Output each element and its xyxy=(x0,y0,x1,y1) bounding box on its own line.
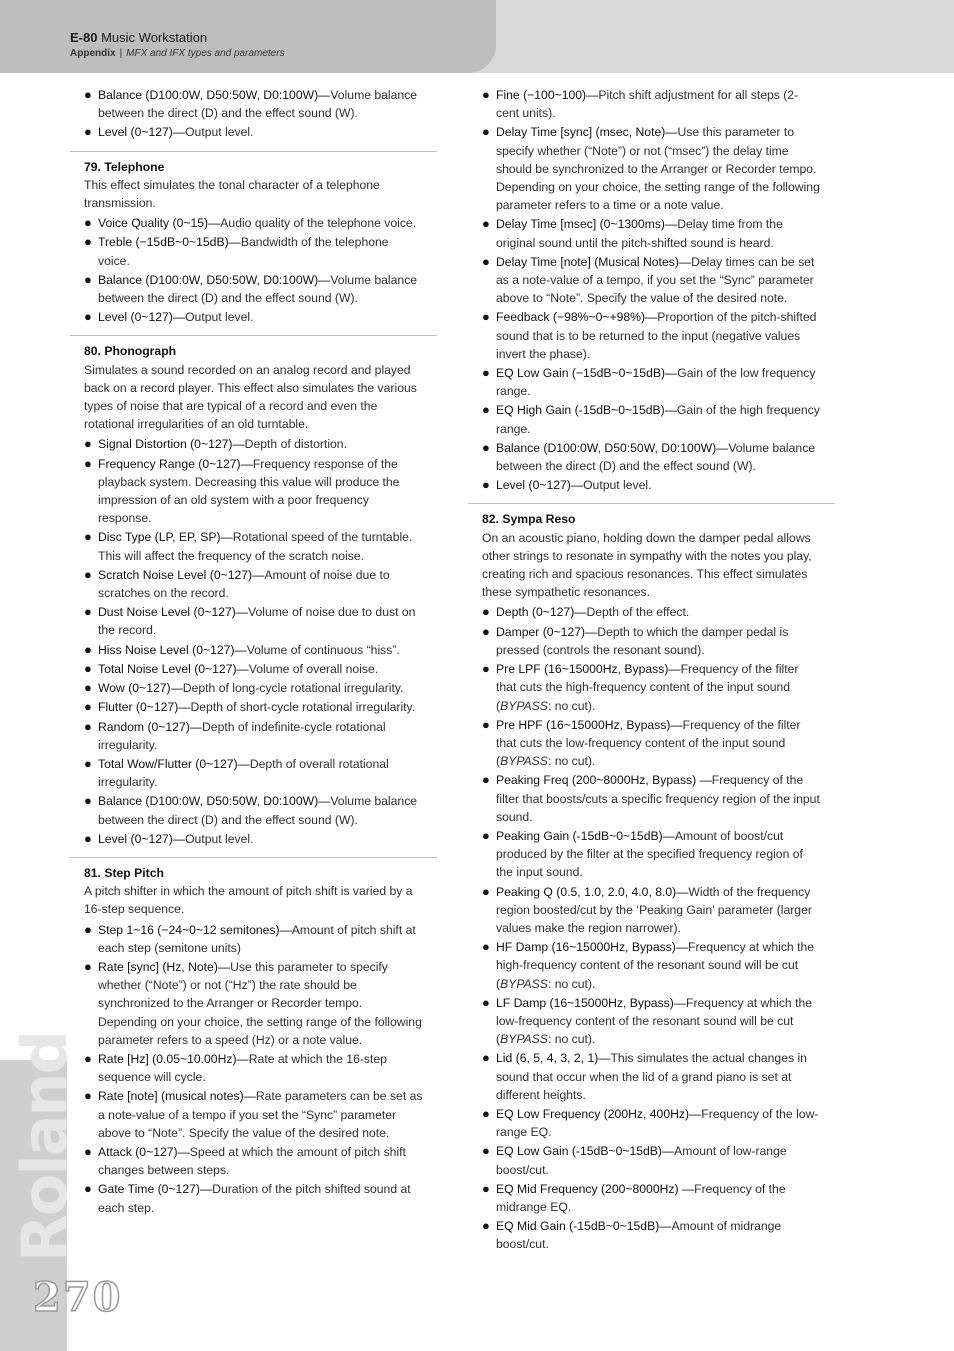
bullet-icon: ● xyxy=(482,623,490,639)
bullet-icon: ● xyxy=(482,216,490,232)
bullet-icon: ● xyxy=(84,755,92,771)
list-item: ● Signal Distortion (0~127)—Depth of distortion. xyxy=(84,435,423,453)
list-item: ● Balance (D100:0W, D50:50W, D0:100W)—Volume balance between the direct (D) and the effect sound (W). xyxy=(84,271,418,306)
bullet-icon: ● xyxy=(84,680,92,696)
list-item: ● Total Wow/Flutter (0~127)—Depth of overall rotational irregularity. xyxy=(84,755,389,790)
list-item: ● Total Noise Level (0~127)—Volume of overall noise. xyxy=(84,660,423,678)
list-item: ● Hiss Noise Level (0~127)—Volume of continuous “hiss”. xyxy=(84,641,423,659)
bullet-icon: ● xyxy=(84,604,92,620)
left-column xyxy=(84,86,423,1218)
section-divider xyxy=(70,151,437,152)
section-divider xyxy=(70,857,437,858)
bullet-icon: ● xyxy=(84,529,92,545)
bullet-icon: ● xyxy=(84,271,92,287)
list-item: ● Wow (0~127)—Depth of long-cycle rotational irregularity. xyxy=(84,679,423,697)
bullet-icon: ● xyxy=(84,641,92,657)
bullet-icon: ● xyxy=(482,87,490,102)
header-model: E-80 xyxy=(70,30,98,45)
section-title-79: 79. Telephone xyxy=(84,159,165,174)
bullet-icon: ● xyxy=(482,439,490,455)
list-item: ● Fine (−100~100)—Pitch shift adjustment for all steps (2-cent units). xyxy=(482,87,799,121)
list-item: ● Rate [sync] (Hz, Note)—Use this parameter to specify whether (“Note”) or not (“Hz”) the rate should be synchronized to the Arranger or Recorder tempo. Depending on your choice, the setting range of the following parameter refers to a speed (Hz) or a note value. xyxy=(84,958,422,1047)
list-item: ● Level (0~127)—Output level. xyxy=(84,830,423,848)
list-item: ● HF Damp (16~15000Hz, Bypass)—Frequency at which the high-frequency content of the resonant sound will be cut (BYPASS: no cut). xyxy=(482,939,815,991)
header-product: Music Workstation xyxy=(101,30,208,45)
page-number: 270 xyxy=(33,1274,123,1321)
section-desc-80: Simulates a sound recorded on an analog record and played back on a record player. This effect also simulates the various types of noise that are typical of a record and even the rotational irregularities of an old turntable. xyxy=(84,362,417,432)
list-item: ● Delay Time [msec] (0~1300ms)—Delay time from the original sound until the pitch-shifted sound is heard. xyxy=(482,216,783,250)
bullet-icon: ● xyxy=(482,1105,490,1121)
bullet-icon: ● xyxy=(482,939,490,955)
list-item: ● Depth (0~127)—Depth of the effect. xyxy=(482,603,821,621)
bullet-icon: ● xyxy=(482,827,490,843)
bullet-icon: ● xyxy=(482,1050,490,1066)
list-item: ● Level (0~127)—Output level. xyxy=(84,123,423,141)
list-item: ● EQ Mid Frequency (200~8000Hz) —Frequency of the midrange EQ. xyxy=(482,1180,786,1214)
bullet-icon: ● xyxy=(482,604,490,620)
list-item: ● Pre LPF (16~15000Hz, Bypass)—Frequency of the filter that cuts the high-frequency content of the input sound (BYPASS: no cut). xyxy=(482,661,799,713)
bullet-icon: ● xyxy=(84,699,92,715)
section-divider xyxy=(70,335,437,336)
list-item: ● Peaking Freq (200~8000Hz, Bypass) —Frequency of the filter that boosts/cuts a specific frequency region of the input sound. xyxy=(482,772,820,824)
list-item: ● EQ Mid Gain (-15dB~0~15dB)—Amount of midrange boost/cut. xyxy=(482,1218,782,1252)
bullet-icon: ● xyxy=(84,455,92,471)
list-item: ● Treble (−15dB~0~15dB)—Bandwidth of the telephone voice. xyxy=(84,234,389,268)
header-section: Appendix xyxy=(70,48,116,59)
bullet-icon: ● xyxy=(482,477,490,493)
list-item: ● Step 1~16 (−24~0~12 semitones)—Amount of pitch shift at each step (semitone units) xyxy=(84,921,416,955)
bullet-icon: ● xyxy=(84,215,92,231)
list-item: ● EQ Low Gain (−15dB~0~15dB)—Gain of the low frequency range. xyxy=(482,365,816,399)
list-item: ● Random (0~127)—Depth of indefinite-cycle rotational irregularity. xyxy=(84,718,386,752)
list-item: ● Balance (D100:0W, D50:50W, D0:100W)—Volume balance between the direct (D) and the effect sound (W). xyxy=(84,793,418,827)
list-item: ● Delay Time [note] (Musical Notes)—Delay times can be set as a note-value of a tempo, if you set the “Sync” parameter above to “Note”. Specify the value of the desired note. xyxy=(482,253,815,306)
bullet-icon: ● xyxy=(482,1180,490,1196)
bullet-icon: ● xyxy=(84,1088,92,1104)
bullet-icon: ● xyxy=(84,1050,92,1066)
list-item: ● Peaking Gain (-15dB~0~15dB)—Amount of boost/cut produced by the filter at the specified frequency region of the input sound. xyxy=(482,827,803,880)
brand-logo: Roland xyxy=(8,1032,81,1262)
section-desc-81: A pitch shifter in which the amount of pitch shift is varied by a 16-step sequence. xyxy=(84,884,413,917)
bullet-icon: ● xyxy=(482,309,490,325)
bullet-icon: ● xyxy=(84,124,92,140)
bullet-icon: ● xyxy=(482,661,490,677)
list-item: ● Rate [note] (musical notes)—Rate parameters can be set as a note-value of a tempo if you set the “Sync” parameter above to “Note”. Specify the value of the desired note. xyxy=(84,1088,423,1140)
bullet-icon: ● xyxy=(482,1218,490,1234)
header-topic: MFX and IFX types and parameters xyxy=(126,48,285,59)
bullet-icon: ● xyxy=(84,718,92,734)
list-item: ● Balance (D100:0W, D50:50W, D0:100W)—Volume balance between the direct (D) and the effect sound (W). xyxy=(84,87,418,121)
list-item: ● EQ Low Frequency (200Hz, 400Hz)—Frequency of the low-range EQ. xyxy=(482,1105,819,1140)
list-item: ● Disc Type (LP, EP, SP)—Rotational speed of the turntable. This will affect the frequency of the scratch noise. xyxy=(84,529,413,563)
list-item: ● Scratch Noise Level (0~127)—Amount of noise due to scratches on the record. xyxy=(84,566,390,601)
bullet-icon: ● xyxy=(482,365,490,381)
bullet-icon: ● xyxy=(84,1181,92,1197)
bullet-icon: ● xyxy=(482,253,490,269)
header-separator: | xyxy=(119,48,123,59)
right-column xyxy=(482,86,821,1255)
list-item: ● EQ High Gain (-15dB~0~15dB)—Gain of the high frequency range. xyxy=(482,402,820,436)
list-item: ● Rate [Hz] (0.05~10.00Hz)—Rate at which the 16-step sequence will cycle. xyxy=(84,1050,387,1085)
list-item: ● LF Damp (16~15000Hz, Bypass)—Frequency at which the low-frequency content of the resonant sound will be cut (BYPASS: no cut). xyxy=(482,994,813,1047)
bullet-icon: ● xyxy=(84,830,92,846)
bullet-icon: ● xyxy=(84,1143,92,1159)
section-divider xyxy=(468,503,835,504)
list-item: ● Dust Noise Level (0~127)—Volume of noise due to dust on the record. xyxy=(84,604,416,638)
section-title-81: 81. Step Pitch xyxy=(84,865,164,880)
list-item: ● Delay Time [sync] (msec, Note)—Use this parameter to specify whether (“Note”) or not (“msec”) the delay time should be synchronized to the Arranger or Recorder tempo. Depending on your choice, the setting range of the following parameter refers to a time or a note value. xyxy=(482,124,820,213)
list-item: ● Level (0~127)—Output level. xyxy=(84,308,423,326)
bullet-icon: ● xyxy=(84,436,92,452)
header-title xyxy=(70,30,207,45)
bullet-icon: ● xyxy=(482,883,490,899)
bullet-icon: ● xyxy=(482,772,490,788)
bullet-icon: ● xyxy=(84,309,92,325)
list-item: ● EQ Low Gain (-15dB~0~15dB)—Amount of low-range boost/cut. xyxy=(482,1143,787,1177)
bullet-icon: ● xyxy=(84,921,92,937)
bullet-icon: ● xyxy=(84,234,92,250)
list-item: ● Flutter (0~127)—Depth of short-cycle rotational irregularity. xyxy=(84,698,423,716)
section-desc-79: This effect simulates the tonal character of a telephone transmission. xyxy=(84,177,380,211)
section-title-80: 80. Phonograph xyxy=(84,344,177,359)
list-item: ● Voice Quality (0~15)—Audio quality of the telephone voice. xyxy=(84,214,423,232)
list-item: ● Attack (0~127)—Speed at which the amount of pitch shift changes between steps. xyxy=(84,1143,406,1178)
list-item: ● Balance (D100:0W, D50:50W, D0:100W)—Volume balance between the direct (D) and the effect sound (W). xyxy=(482,439,816,474)
list-item: ● Level (0~127)—Output level. xyxy=(482,476,821,494)
bullet-icon: ● xyxy=(84,793,92,809)
list-item: ● Frequency Range (0~127)—Frequency response of the playback system. Decreasing this value will produce the impression of an old system with a poor frequency response. xyxy=(84,455,400,526)
section-title-82: 82. Sympa Reso xyxy=(482,512,576,527)
list-item: ● Lid (6, 5, 4, 3, 2, 1)—This simulates the actual changes in sound that occur when the lid of a grand piano is set at different heights. xyxy=(482,1050,807,1102)
bullet-icon: ● xyxy=(84,958,92,974)
bullet-icon: ● xyxy=(482,994,490,1010)
bullet-icon: ● xyxy=(482,716,490,732)
header-subtitle xyxy=(70,48,285,59)
bullet-icon: ● xyxy=(482,1143,490,1159)
list-item: ● Feedback (−98%~0~+98%)—Proportion of the pitch-shifted sound that is to be returned to the input (negative values invert the phase). xyxy=(482,309,817,361)
bullet-icon: ● xyxy=(84,87,92,102)
bullet-icon: ● xyxy=(84,566,92,582)
list-item: ● Pre HPF (16~15000Hz, Bypass)—Frequency of the filter that cuts the low-frequency content of the input sound (BYPASS: no cut). xyxy=(482,716,801,769)
section-desc-82: On an acoustic piano, holding down the damper pedal allows other strings to resonate in sympathy with the notes you play, creating rich and spacious resonances. This effect simulates these sympathetic resonances. xyxy=(482,530,812,600)
bullet-icon: ● xyxy=(482,402,490,418)
bullet-icon: ● xyxy=(482,124,490,140)
bullet-icon: ● xyxy=(84,660,92,676)
list-item: ● Peaking Q (0.5, 1.0, 2.0, 4.0, 8.0)—Width of the frequency region boosted/cut by the ‘Peaking Gain’ parameter (larger values make the region narrower). xyxy=(482,883,812,935)
list-item: ● Damper (0~127)—Depth to which the damper pedal is pressed (controls the resonant sound). xyxy=(482,623,789,657)
list-item: ● Gate Time (0~127)—Duration of the pitch shifted sound at each step. xyxy=(84,1181,411,1215)
